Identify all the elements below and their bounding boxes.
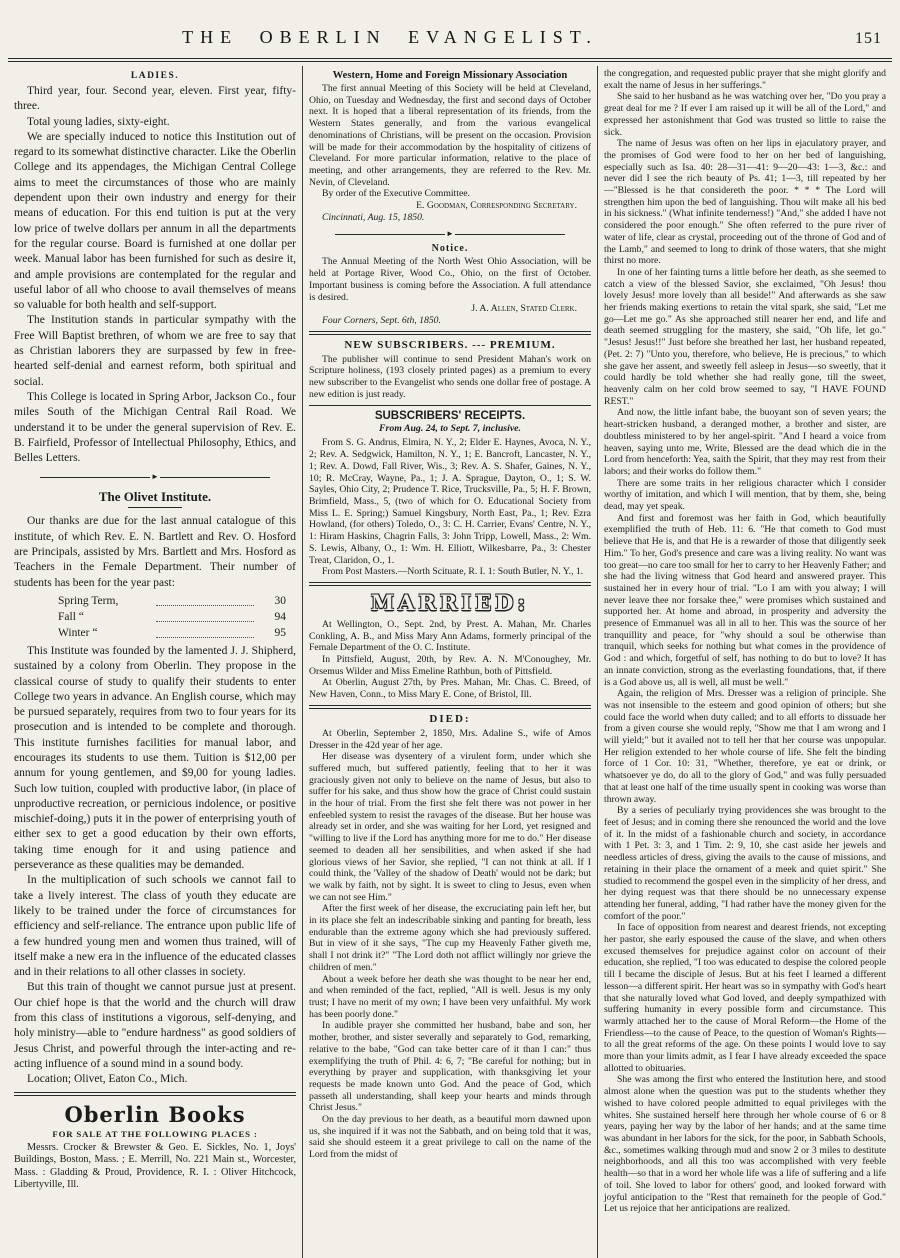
obituary-paragraph: She said to her husband as he was watching over her, "Do you pray a great deal for me ? If ever I am raised up it will be all of the Lord," and expressed her astonishment that God was trusted so little to raise the sick. (604, 91, 886, 138)
body-paragraph: But this train of thought we cannot pursue just at present. Our chief hope is that the world and the church will draw from this class of institutions a vigorous, self-denying, and holy ministry—able to "endure hardness" as good soldiers of Jesus Christ, and powerful through the inter-acting and re-acting influence of a sound mind in a sound body. (14, 981, 296, 1070)
obituary-paragraph: And now, the little infant babe, the buoyant son of seven years; the heart-stricken husband, a deranged mother, a brother and sister, are doubtless ministered to by her angel-spirit. "And I heard a voice from heaven, saying unto me, Write, Blessed are the dead which die in the Lord from henceforth: Yea, saith the Spirit, that they may rest from their labors; and their works do follow them." (604, 407, 886, 477)
body-paragraph: The Institution stands in particular sympathy with the Free Will Baptist brethren, of whom we are free to say that as Christian laborers they are surpassed by few in free-hearted self-denial and earnest reform, both spiritual and social. (14, 314, 296, 388)
body-paragraph: This Institute was founded by the lamented J. J. Shipherd, sustained by a colony from Oberlin. They propose in the classical course of study to qualify their students to enter College two years in advance. An English course, which may be pursued separately, requires from two to four years for its prosecution and is intended to be complete and thorough. This institute furnishes facilities for manual labor, and encourages its students to use them. Tuition is $12,00 per annum for young gentlemen, and $9,00 for young ladies. Such low tuition, coupled with productive labor, (in place of unproductive recreation, or pernicious indolence, or positive mischief-doing,) puts it in the power of enterprising youth of either sex to get a good education by their own efforts, taking time enough for it and using patience and perseverance as these qualities may be demanded. (14, 644, 296, 872)
body-paragraph: We are specially induced to notice this Institution out of regard to its somewhat distinctive character. Like the Oberlin College and its appendages, the Michigan Central College aims to meet the circumstances of those who are mainly dependent upon their own industry and energy for their means of education. For this end tuition is put at the very low price of twelve dollars per annum in all the departments for the regular course. Board is furnished at one dollar per week. Manual labor has been furnished for such as desire it, and ample provisions are contemplated for the regular and useful labor of all who choose to avail themselves of means so valuable for both health and self-support. (14, 130, 296, 312)
oberlin-books-heading: Oberlin Books (64, 1101, 246, 1127)
signature-line: E. Goodman, Corresponding Secretary. (416, 200, 577, 212)
dot-leader (156, 620, 254, 622)
arrow-divider-icon: ► (446, 229, 454, 239)
table-row (58, 625, 286, 641)
body-paragraph: The first annual Meeting of this Society will be held at Cleveland, Ohio, on Tuesday and Wednesday, the first and second days of October next. It is hoped that a liberal representation of its friends, from the Western States generally, and from the various evangelical denominations of Christians, will be present on the occasion. Provision will be made for their accommodation by the hospitality of citizens of Cleveland. For more particular information, relative to the place of meeting, and other arrangements, they are referred to the Rev. Mr. Nevin, of Cleveland. (309, 83, 591, 188)
subscribers-receipts-heading: SUBSCRIBERS' RECEIPTS. (374, 410, 526, 423)
table-row-label: Winter “ (58, 626, 98, 639)
body-paragraph: The publisher will continue to send President Mahan's work on Scripture holiness, (193 closely printed pages) as a premium to every new subscriber to the Evangelist who sends one dollar free of postage. A new edition is just ready. (309, 353, 591, 400)
arrow-divider-icon: ► (151, 472, 159, 482)
table-row-label: Spring Term, (58, 594, 119, 607)
obituary-paragraph: And first and foremost was her faith in God, which beautifully exemplified the truth of Heb. 11: 6. "He that cometh to God must believe that He is, and that He is a rewarder of those that diligently seek Him." To her, God's presence and care was a living reality. No want was too great—no care too small for her to carry to her Heavenly Father; and she had the living witness that God heard and answered prayer. This sustained her in every hour of trial. "Lo I am with you alway; I will never leave thee nor forsake thee," were promises which sustained and supported her. At home and abroad, in prosperity and adversity the presence of Emmanuel was all in all to her. This was the source of her tranquillity and peace, for "why should a soul be otherwise than tranquil, which seeks for nothing but what comes in the providence of God : and which, forgetful of self, has nothing to do but to love? It has an innate conviction, strong as the everlasting foundations, that, if there is a God above us, all is well, all must be well." (604, 512, 886, 688)
obituary-paragraph: Her disease was dysentery of a virulent form, under which she suffered much, but suffered patiently, feeling that to her it was graciously given not only to believe on the name of Jesus, but also to suffer for his sake, and thus show how the grace of Christ could sustain in the hour of trial. From the first she felt there was not power in her enfeebled system to resist the ravages of the disease. But her house was already set in order, and she was waiting for her Lord, yet resigned and "willing to live if the Lord has anything more for me to do." Her disease seemed to deaden all her sensibilities, and when asked if she had glorious views of her Savior, she replied, "I can not think at all. If I could think, the 'Valley of the shadow of Death' would not be dark; but we walk by faith, not by sight. It is sweet to cling to Jesus, even when we can not see Him." (309, 751, 591, 903)
body-paragraph: Our thanks are due for the last annual catalogue of this institute, of which Rev. E. N. Bartlett and Rev. O. Hosford are Principals, assisted by Mrs. Bartlett and Mrs. Hosford as Teachers in the Female Department. Their number of students has been for the year past: (14, 515, 296, 589)
obituary-paragraph: In one of her fainting turns a little before her death, as she seemed to catch a view of the blessed Savior, she exclaimed, "Oh Jesus! thou lovely Jesus! more lovely than all beside!" And afterwards as she saw her friends making exertions to retain the vital spark, she said, "Let me go—Let me go." As she approached still nearer her end, and life and death seemed struggling for the mastery, she said, "Oh life, let go." "Jesus! Jesus!!" Just before she breathed her last, her husband repeated, (Pet. 2: 7) "Unto you, therefore, who believe, He is precious," to which she gave her assent, and sweetly fell asleep in Jesus—so sweetly, that it could hardly be told whether she had really gone, till the sweet, heavenly calm on her cold brow seemed to say, "I HAVE FOUND REST." (604, 266, 886, 407)
oberlin-books-subheading: FOR SALE AT THE FOLLOWING PLACES : (52, 1128, 258, 1139)
obituary-paragraph: By a series of peculiarly trying providences she was brought to the feet of Jesus; and in coming there she renounced the world and the love of it. In the midst of a fashionable church and society, in accordance with 1 Pet. 3: 3, and 1 Tim. 2: 9, 10, she cast aside her jewels and needless articles of dress, giving the avails to the cause of missions, and retaining in their place the ornament of a meek and quiet spirit." She studied to recommend the gospel even in the simplicity of her dress, and her dying request was that there should be no unnecessary expense attending her funeral, adding, "I had rather have the money given for the comfort of the poor." (604, 805, 886, 922)
obituary-paragraph: There are some traits in her religious character which I consider worthy of imitation, and which I will mention, that by them, she, being dead, may yet speak. (604, 477, 886, 513)
obituary-paragraph: At Oberlin, September 2, 1850, Mrs. Adaline S., wife of Amos Dresser in the 42d year of her age. (309, 727, 591, 751)
students-table (58, 593, 286, 641)
obituary-paragraph: On the day previous to her death, as a beautiful morn dawned upon us, she inquired if it was not the Sabbath, and on being told that it was, said she should esteem it a great privilege to call on the name of the Lord from the midst of (309, 1114, 591, 1161)
section-divider (335, 229, 565, 239)
obituary-paragraph: In face of opposition from nearest and dearest friends, not excepting her pastor, she early espoused the cause of the slave, and when others excused themselves for prejudice against color on account of their education, she replied, "I too was educated to despise the colored people till I became the disciple of Jesus. But at his feet I learned a different lesson—a different spirit. Her heart was so in sympathy with God's heart that she naturally loved what God loved, and deeply sympathized with suffering humanity in every possible form and circumstance. This warmly attached her to the cause of Moral Reform—the Home of the Friendless—to the cause of Peace, to the question of Woman's Rights—to all the great reforms of the age. On these points I would love to say more than your limits admit, as I fear I have already exceeded the space allotted to obituaries. (604, 922, 886, 1074)
body-paragraph: The Annual Meeting of the North West Ohio Association, will be held at Portage River, Wood Co., Ohio, on the first of October. Important business is coming before the Association. A full attendance is desired. (309, 256, 591, 303)
olivet-institute-heading: The Olivet Institute. (98, 489, 212, 505)
section-rule (309, 582, 591, 586)
section-divider (40, 472, 270, 482)
obituary-paragraph: Again, the religion of Mrs. Dresser was a religion of principle. She was not insensible to the esteem and good opinion of others; but she could face the world when duty called; and to all efforts to dissuade her from a given course she would reply, "Show me that I am wrong and I will yield;" but it availed not to tell her that her course was unpopular. Her religion extended to her whole course of life. She felt the binding force of 1 Cor. 10: 31, "Whether, therefore, ye eat or drink, or whatsoever ye do, do all to the glory of God," and was fully persuaded that at least one half of the time usually spent in cooking was worse than thrown away. (604, 688, 886, 805)
obituary-paragraph: About a week before her death she was thought to be near her end, and when reminded of the fact, replied, "All is well. Jesus is my only trust; I have no merit of my own; I have been very unfaithful. My work has been poorly done." (309, 973, 591, 1020)
table-row-label: Fall “ (58, 610, 84, 623)
ladies-heading: LADIES. (130, 71, 180, 81)
marriage-notice: At Oberlin, August 27th, by Pres. Mahan, Mr. Chas. C. Breed, of New Haven, Conn., to Miss Mary E. Cone, of Bristol, Ill. (309, 677, 591, 701)
new-subscribers-premium-heading: NEW SUBSCRIBERS. --- PREMIUM. (344, 338, 556, 351)
obituary-paragraph: She was among the first who entered the Institution here, and stood almost alone when the question was put to the students whether they wished to have colored people admitted to equal privileges with the whites. She sustained herself here through her whole course of 6 or 8 years, paying her way by the labor of her hands; and at the same time was abundant in her labors for the sick, for the poor, in Sabbath Schools, &c., sometimes walking through mud and snow 2 or 3 miles to destitute neighborhoods, and all this too was accomplished with very feeble health—so that in a word her whole life was a life of suffering and a life of toil. She loved to labor for others' good, and looked forward with joyful anticipation to the "Rest that remaineth for the people of God." Let us rejoice that her anticipations are realized. (604, 1074, 886, 1215)
dateline: Cincinnati, Aug. 15, 1850. (322, 211, 425, 223)
table-row (58, 609, 286, 625)
columns (8, 66, 892, 1258)
table-row (58, 593, 286, 609)
section-rule (14, 1092, 296, 1096)
table-row-value: 95 (274, 626, 286, 639)
column-right (598, 66, 892, 1258)
marriage-notice: At Wellington, O., Sept. 2nd, by Prest. A. Mahan, Mr. Charles Conkling, A. B., and Miss Mary Ann Adams, formerly principal of the Female Department of the O. C. Institute. (309, 618, 591, 654)
body-paragraph: This College is located in Spring Arbor, Jackson Co., four miles South of the Michigan Central Rail Road. We understand it to be under the general supervision of Rev. E. B. Fairfield, Professor of Intellectual Philosophy, Ethics, and Belles Letters. (14, 390, 296, 465)
page-title: THE OBERLIN EVANGELIST. (182, 27, 598, 47)
body-paragraph: By order of the Executive Committee. (322, 188, 470, 200)
signature-line: J. A. Allen, Stated Clerk. (471, 303, 577, 315)
married-heading: MARRIED: (370, 589, 530, 615)
body-paragraph: Third year, four. Second year, eleven. First year, fifty-three. (14, 85, 296, 113)
missionary-association-heading: Western, Home and Foreign Missionary Association (332, 70, 568, 81)
obituary-paragraph: In audible prayer she committed her husband, babe and son, her mother, brother, and sister severally and separately to God, remarking, relative to the babe, "God can take better care of it than I can:" thus exemplifying the truth of Phil. 4: 6, 7; "Be careful for nothing; but in everything by prayer and supplication, with thanksgiving let your requests be made known unto God. And the peace of God, which passeth all understanding, shall keep your hearts and minds through Christ Jesus." (309, 1020, 591, 1114)
subscribers-receipts-dates: From Aug. 24, to Sept. 7, inclusive. (379, 423, 521, 435)
died-heading: DIED: (429, 712, 471, 725)
heading-underline (128, 507, 182, 508)
section-rule (309, 705, 591, 709)
column-center (302, 66, 598, 1258)
receipts-list: From S. G. Andrus, Elmira, N. Y., 2; Elder E. Haynes, Avoca, N. Y., 2; Rev. A. Sedgwick, Hamilton, N. Y., 1; E. Bancroft, Lancaster, N. Y., 1; Rev. A. Dowd, Fall River, Wis., 3; Rev. A. S. Shafer, Gaines, N. Y., 10; R. McCray, Wayne, Pa., 1; J. A. Sprague, Dayton, O., 1; S. W. Sayles, Ohio City, 2; Prudence T. Rice, Trucksville, Pa., 5; H. F. Brown, Brimfield, Mass., 5, (two of which for O. Educational Society from Miss L. E. Spring;) Samuel Kingsbury, North East, Pa., 1; Rev. Ezra Howland, (for others) Toledo, O., 3: C. H. Carrier, Evans' Centre, N. Y., 1: Hiram Haskins, Chagrin Falls, 3: John Tripp, Lowell, Mass., 2: Wm. S. Lewis, Albany, O., 1: Wm. H. Elliott, Wilkesbarre, Pa., 3: Chester Treat, Claridon, O., 1. (309, 437, 591, 566)
location-line: Location; Olivet, Eaton Co., Mich. (27, 1073, 188, 1086)
obituary-paragraph: the congregation, and requested public prayer that she might glorify and exalt the name of Jesus in her sufferings." (604, 68, 886, 91)
notice-heading: Notice. (431, 243, 469, 255)
body-paragraph: Total young ladies, sixty-eight. (27, 115, 170, 128)
postmasters-line: From Post Masters.—North Scituate, R. I. 1: South Butler, N. Y., 1. (322, 566, 584, 578)
masthead-rule (8, 58, 892, 62)
section-rule (309, 331, 591, 335)
table-row-value: 94 (274, 610, 286, 623)
obituary-paragraph: After the first week of her disease, the excruciating pain left her, but in its place she felt an indescribable sinking and panting for breath, less endurable than the extreme agony which she had previously suffered. But in view of it she says, "The cup my Heavenly Father giveth me, shall I not drink it?" "The Lord doth not afflict willingly nor grieve the children of men." (309, 903, 591, 973)
masthead (8, 2, 892, 54)
dateline: Four Corners, Sept. 6th, 1850. (322, 314, 441, 326)
dot-leader (156, 604, 254, 606)
body-paragraph: In the multiplication of such schools we cannot fail to take a lively interest. The class of youth they educate are likely to be trained under the force of circumstances for efficiency and self-reliance. The entrance upon public life of a few hundred young men and women thus trained, will of itself make a new era in the influence of the educated classes and in their relations to all other classes in society. (14, 874, 296, 979)
section-rule (309, 405, 591, 406)
table-row-value: 30 (274, 594, 286, 607)
column-left (8, 66, 302, 1258)
dot-leader (156, 636, 254, 638)
body-paragraph: Messrs. Crocker & Brewster & Geo. E. Sickles, No. 1, Joys' Buildings, Boston, Mass. ; E. Merrill, No. 221 Main st., Worcester, Mass. : Gladding & Proud, Providence, R. I. : Oliver Hitchcock, Libertyville, Ill. (14, 1141, 296, 1191)
page-number: 151 (855, 30, 882, 47)
marriage-notice: In Pittsfield, August, 20th, by Rev. A. N. M'Conoughey, Mr. Orsemus Wilder and Miss Emeline Rathbun, both of Pittsfield. (309, 654, 591, 677)
obituary-paragraph: The name of Jesus was often on her lips in ejaculatory prayer, and the promises of God were food to her on her bed of languishing, especially such as Isa. 40: 28—31—41: 9—20—43: 1—3, &c.: and never did I see the rich beauty of Ps. 41; 1—3, till repeated by her—"Blessed is he that considereth the poor. * * * The Lord will strengthen him upon the bed of languishing. Thou wilt make all his bed in his sickness." (What infinite tenderness!) "And," she added I have not considered the poor enough." She often referred to the pure river of water of life, clear as crystal, proceeding out of the throne of God and of the Lamb," and seemed to long to drink of those waters, that she might thirst no more. (604, 138, 886, 267)
